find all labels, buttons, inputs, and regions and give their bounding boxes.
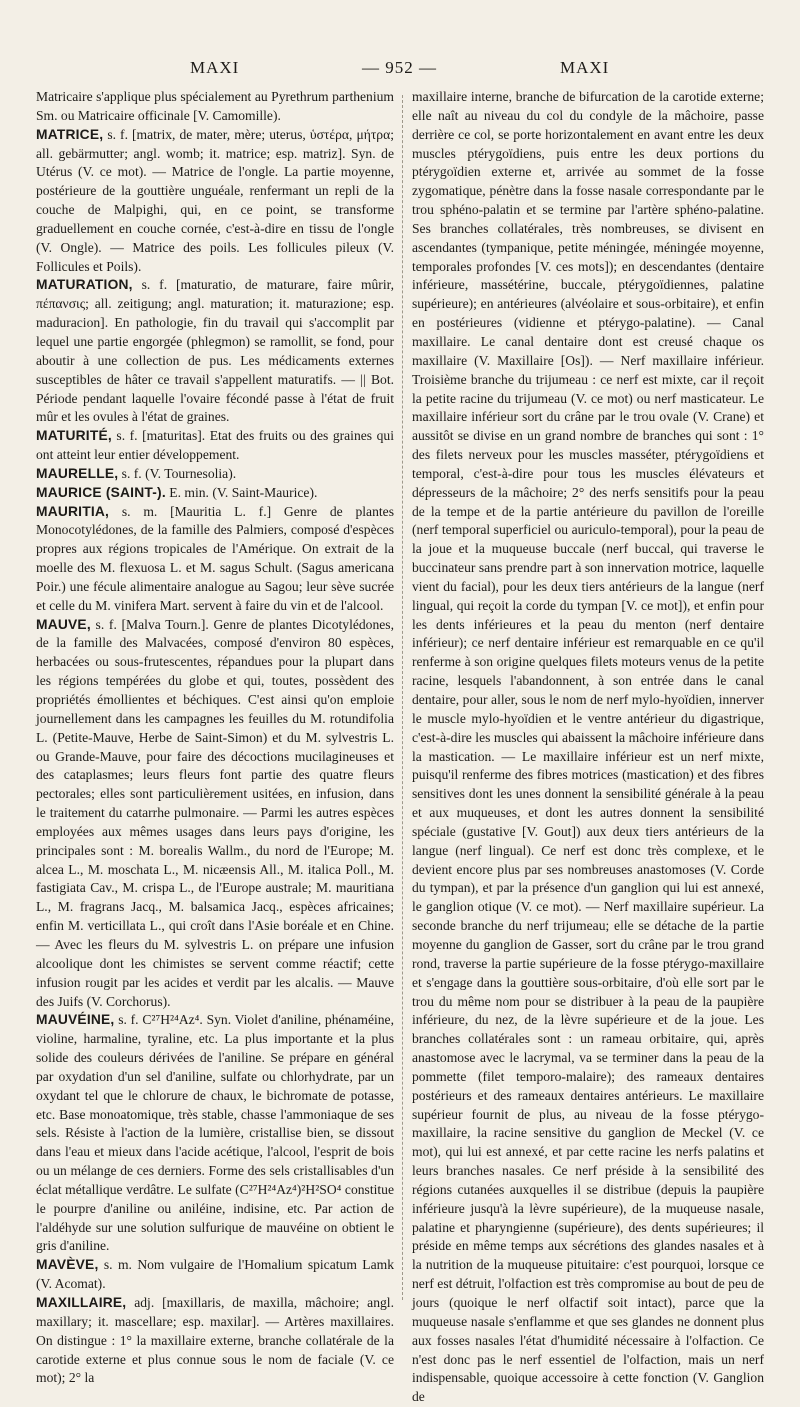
entry-headword: MAUVE, — [36, 616, 91, 632]
entry-text: s. m. [Mauritia L. f.] Genre de plantes Monocotylédones, de la famille des Palmiers, composé d'espèces propres aux régions tropicales de l'Amérique. On extrait de la moelle des M. flexuosa L. et M. sagus Schult. (Sagus americana Poir.) une fécule alimentaire analogue au Sagou; leur sève sucrée et celle du M. vinifera Mart. servent à faire du vin et de l'alcool. — [36, 503, 394, 613]
entry-matricaire-cont — [36, 88, 394, 126]
header-right-word: MAXI — [560, 58, 610, 77]
entry-maturite — [36, 427, 394, 465]
entry-headword: MAURICE (SAINT-). — [36, 484, 166, 500]
entry-headword: MAUVÉINE, — [36, 1012, 115, 1028]
header-left-word: MAXI — [190, 58, 240, 77]
entry-text: adj. [maxillaris, de maxilla, mâchoire; angl. maxillary; it. mascellare; esp. maxilar]. — Artères maxillaires. On distingue : 1° la maxillaire externe, branche collatérale de la carotide externe et plus connue sous le nom de faciale (V. ce mot); 2° la — [36, 1295, 394, 1386]
entry-text: Matricaire s'applique plus spécialement au Pyrethrum parthenium Sm. ou Matricaire officinale [V. Camomille). — [36, 89, 394, 123]
entry-mauveine — [36, 1011, 394, 1256]
entry-maxillaire — [36, 1294, 394, 1388]
entry-maxillaire-cont — [412, 88, 764, 1407]
entry-headword: MAVÈVE, — [36, 1257, 99, 1273]
entry-maveve — [36, 1256, 394, 1294]
right-column — [412, 88, 765, 1405]
entry-text: s. f. C²⁷H²⁴Az⁴. Syn. Violet d'aniline, phénaméine, violine, harmaline, tyraline, etc. La plus importante et la plus solide des couleurs dérivées de l'aniline. Se prépare en général par oxydation d'un sel d'aniline, sulfate ou chlorhydrate, par un oxydant tel que le chlorure de chaux, le bichromate de potasse, etc. Base monoatomique, très stable, chasse l'ammoniaque de ses sels. Résiste à l'action de la lumière, cristallise bien, se dissout dans l'eau et mieux dans l'acide acétique, l'alcool, l'esprit de bois ou un mélange de ces derniers. Forme des sels cristallisables d'un éclat métallique verdâtre. Le sulfate (C²⁷H²⁴Az⁴)²H²SO⁴ constitue le pourpre d'aniline ou aniléine, indisine, etc. Par action de l'aldéhyde sur une solution sulfurique de mauvéine on obtient le gris d'aniline. — [36, 1012, 394, 1254]
entry-text: E. min. (V. Saint-Maurice). — [165, 484, 318, 500]
left-column — [36, 88, 394, 1386]
entry-maurice — [36, 484, 394, 503]
entry-headword: MATRICE, — [36, 126, 104, 142]
entry-maturation — [36, 276, 394, 427]
entry-text: maxillaire interne, branche de bifurcation de la carotide externe; elle naît au niveau du col du condyle de la mâchoire, passe derrière ce col, se porte horizontalement en avant entre les deux muscles ptérygoïdiens, puis entre les deux portions du ptérygoïdien externe et, arrivée au sommet de la fosse zygomatique, pénètre dans la fosse nasale correspondante par le trou sphéno-palatin et se termine par l'artère sphéno-palatine. Ses branches collatérales, très nombreuses, se divisent en ascendantes (tympanique, petite méningée, méningée moyenne, temporales profondes [V. ces mots]); en descendantes (dentaire inférieure, massétérine, buccale, ptérygoïdiennes, palatine supérieure); en antérieures (alvéolaire et sous-orbitaire), et enfin en postérieures (vidienne et ptérygo-palatine). — Canal maxillaire. Le canal dentaire dont est creusé chaque os maxillaire (V. Maxillaire [Os]). — Nerf maxillaire inférieur. Troisième branche du trijumeau : ce nerf est mixte, car il reçoit la petite racine du trijumeau (V. ce mot) ou nerf masticateur. Le maxillaire inférieur sort du crâne par le trou ovale (V. Crane) et aussitôt se divise en un grand nombre de branches qui sont : 1° des filets nerveux pour les muscles masséter, ptérygoïdiens et temporal, c'est-à-dire pour tous les muscles élévateurs et dépresseurs de la mâchoire; 2° des nerfs sensitifs pour la peau de la tempe et de la partie antérieure du pavillon de l'oreille (nerf temporal superficiel ou auriculo-temporal), pour la peau de la joue et la muqueuse buccale (nerf buccal, qui traverse le buccinateur sans prendre part à son innervation motrice, laquelle vient du facial), pour les deux tiers antérieurs de la langue (nerf lingual, qui reçoit la corde du tympan [V. ce mot]), et enfin pour les dents inférieures et la peau du menton (nerf dentaire inférieur); ce nerf dentaire inférieur est remarquable en ce qu'il renferme à son origine quelques filets moteurs venus de la petite racine, lesquels l'abandonnent, à son entrée dans le canal dentaire, pour aller, sous le nom de nerf mylo-hyoïdien, innerver le muscle mylo-hyoïdien et le ventre antérieur du digastrique, c'est-à-dire les muscles qui abaissent la mâchoire inférieure dans la mastication. — Le maxillaire inférieur est un nerf mixte, puisqu'il renferme des fibres motrices (mastication) et des fibres sensitives dont les unes donnent la sensibilité générale à la peau et aux muqueuses, et dont les autres donnent la sensibilité spéciale (gustative [V. Gout]) aux deux tiers antérieurs de la langue (nerf lingual). Ce nerf est donc très complexe, et le devient encore plus par ses nombreuses anastomoses (V. Corde du tympan), et par la présence d'un ganglion qui lui est annexé, le ganglion otique (V. ce mot). — Nerf maxillaire supérieur. La seconde branche du nerf trijumeau; elle se détache de la partie moyenne du ganglion de Gasser, sort du crâne par le trou grand rond, traverse la partie supérieure de la fosse ptérygo-maxillaire et s'engage dans la gouttière sous-orbitaire, d'où elle sort par le trou du même nom pour se distribuer à la peau de la paupière inférieure, du nez, de la lèvre supérieure et de la joue. Les branches collatérales sont : un rameau orbitaire, qui, après anastomose avec le lacrymal, va se terminer dans la peau de la pommette (filet temporo-malaire); des rameaux dentaires postérieurs et des rameaux dentaires antérieurs. Le maxillaire supérieur fournit de plus, au niveau de la fosse ptérygo-maxillaire, la racine sensitive du ganglion de Meckel (V. ce mot), qui lui est annexé, et par cette racine les nerfs palatins et leurs branches nasales. Ce nerf préside à la sensibilité des régions cutanées auxquelles il se distribue (depuis la paupière inférieure jusqu'à la lèvre supérieure), de la muqueuse nasale, palatine et pharyngienne (supérieure), des dents supérieures; il préside en même temps aux sécrétions des glandes nasales et à la nutrition de la muqueuse pituitaire: c'est pourquoi, lorsque ce nerf est détruit, l'olfaction est très compromise au bout de peu de jours (quoique le nerf olfactif soit intact), parce que la muqueuse nasale s'enflamme et que ses glandes ne donnent plus aux fosses nasales l'état d'humidité nécessaire à l'olfaction. Ce n'est donc pas le nerf essentiel de l'olfaction, mais un nerf indispensable, quoique accessoire à cette fonction (V. Ganglion de — [412, 89, 765, 1405]
entry-headword: MAURITIA, — [36, 503, 110, 519]
entry-maurelle — [36, 465, 394, 484]
entry-text: s. f. [matrix, de mater, mère; uterus, ὑστέρα, μήτρα; all. gebärmutter; angl. womb; it. matrice; esp. matriz]. Syn. de Utérus (V. ce mot). — Matrice de l'ongle. La partie moyenne, postérieure de la gouttière unguéale, renfermant un repli de la couche de Malpighi, qui, en ce point, se transforme graduellement en couche cornée, c'est-à-dire en tissu de l'ongle (V. Ongle). — Matrice des poils. Les follicules pileux (V. Follicules et Poils). — [36, 126, 394, 274]
entry-text: s. f. [maturatio, de maturare, faire mûrir, πέπανσις; all. zeitigung; angl. maturation; it. maturazione; esp. maduracion]. En pathologie, fin du travail qui s'accomplit par lequel une partie engorgée (phlegmon) se ramollit, se fond, pour aboutir à une collection de pus. Les médicaments externes susceptibles de hâter ce travail s'appellent maturatifs. — || Bot. Période pendant laquelle l'ovaire fécondé passe à l'état de fruit mûr et les ovules à l'état de graines. — [36, 277, 394, 425]
entry-text: s. m. Nom vulgaire de l'Homalium spicatum Lamk (V. Acomat). — [36, 1257, 394, 1292]
entry-mauve — [36, 616, 394, 1012]
column-divider — [402, 95, 403, 1300]
entry-headword: MAXILLAIRE, — [36, 1295, 127, 1310]
entry-text: s. f. [maturitas]. Etat des fruits ou des graines qui ont atteint leur entier développement. — [36, 428, 394, 463]
entry-text: s. f. (V. Tournesolia). — [118, 465, 237, 481]
page-number: — 952 — — [362, 58, 437, 77]
entry-matrice — [36, 126, 394, 277]
entry-headword: MATURATION, — [36, 277, 133, 293]
running-header — [0, 58, 800, 82]
entry-mauritia — [36, 503, 394, 616]
entry-text: s. f. [Malva Tourn.]. Genre de plantes Dicotylédones, de la famille des Malvacées, composé d'environ 80 espèces, herbacées ou sous-frutescentes, répandues pour la plupart dans les régions tempérées du globe et qui, toutes, possèdent des propriétés émollientes et béchiques. C'est ainsi qu'on emploie journellement dans les campagnes les feuilles du M. rotundifolia L. (Petite-Mauve, Herbe de Saint-Simon) et du M. sylvestris L. ou Grande-Mauve, pour faire des décoctions mucilagineuses et des cataplasmes; leurs fleurs font partie des quatre fleurs pectorales; elles sont particulièrement usitées, en infusion, dans le traitement du catarrhe pulmonaire. — Parmi les autres espèces employées aux mêmes usages dans leurs pays d'origine, les principales sont : M. borealis Wallm., du nord de l'Europe; M. alcea L., M. moschata L., M. nicæensis All., M. italica Poll., M. fastigiata Cav., M. crispa L., de l'Europe australe; M. mauritiana L., M. fragrans Jacq., M. balsamica Jacq., espèces africaines; enfin M. verticillata L., qui croît dans l'Asie boréale et en Chine. — Avec les fleurs du M. sylvestris L. on prépare une infusion alcoolique dont les chimistes se servent comme réactif; cette infusion rougit par les acides et verdit par les alcalis. — Mauve des Juifs (V. Corchorus). — [36, 616, 394, 1009]
entry-headword: MATURITÉ, — [36, 428, 112, 444]
entry-headword: MAURELLE, — [36, 465, 119, 481]
